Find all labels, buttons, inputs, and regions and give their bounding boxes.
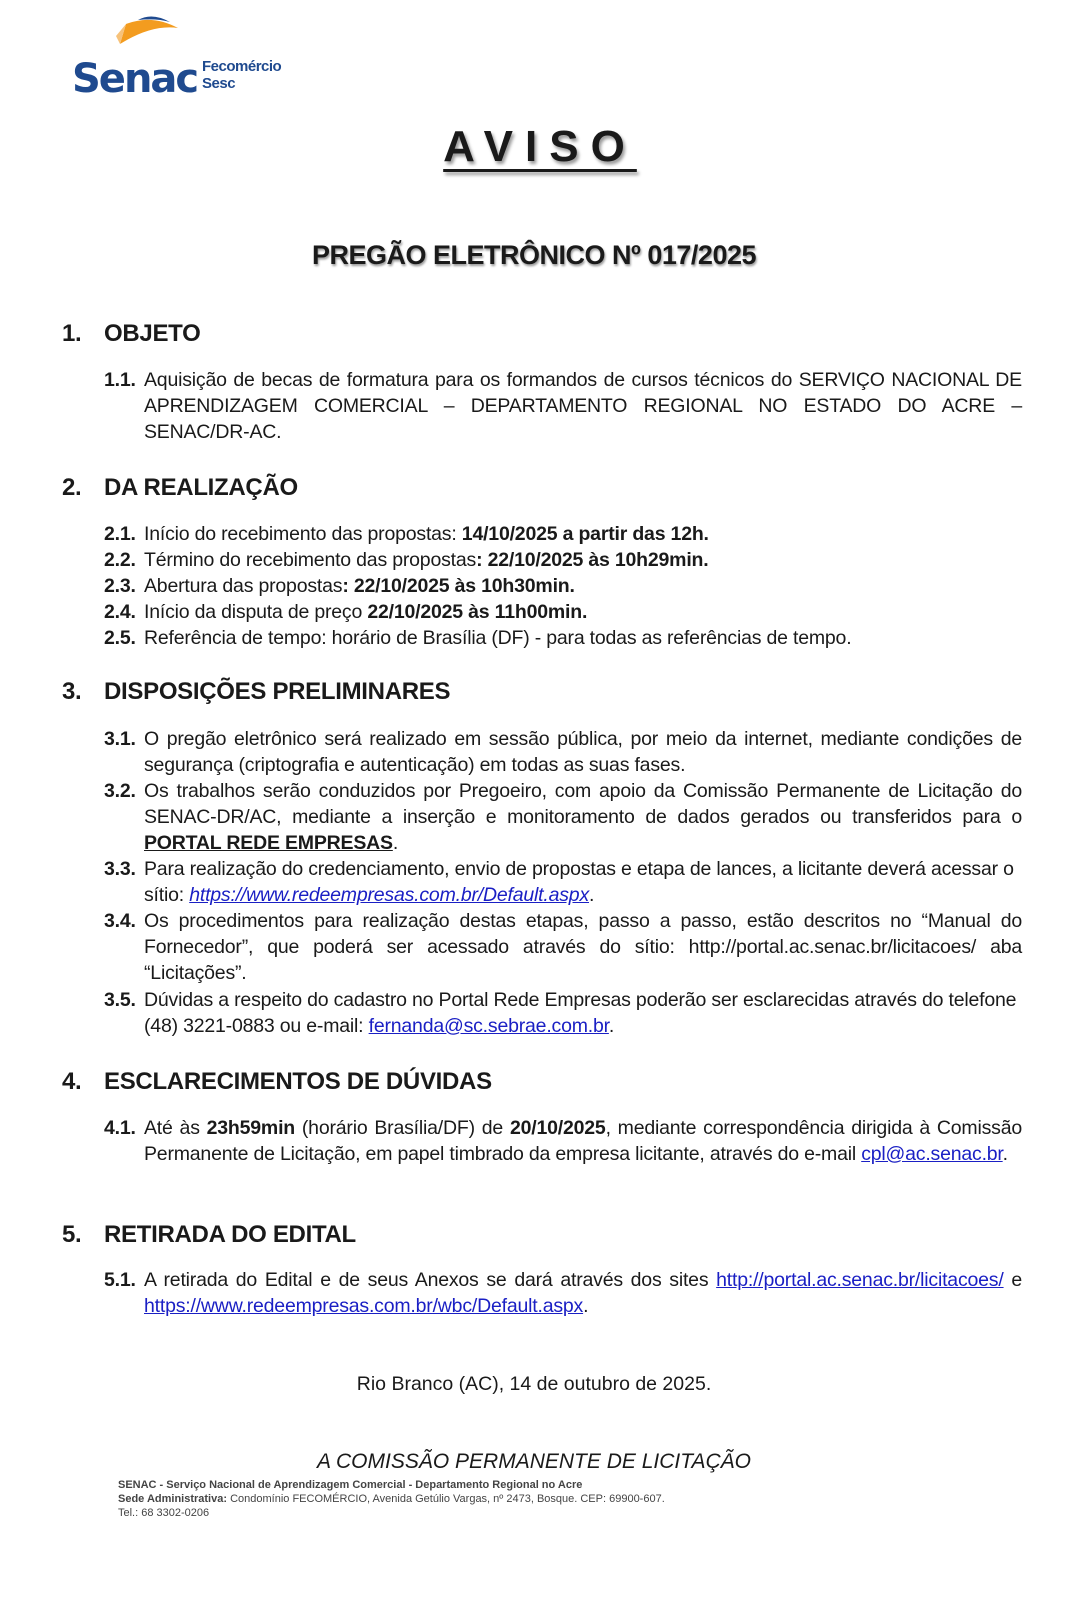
document-subtitle: PREGÃO ELETRÔNICO Nº 017/2025 <box>312 240 756 270</box>
item-5-1: 5.1. A retirada do Edital e de seus Anexos se dará através dos sites http://portal.ac.senac.br/licitacoes/ e https://www.redeempresas.com.br/wbc/Default.aspx. <box>104 1269 1022 1317</box>
item-3-4: 3.4. Os procedimentos para realização destas etapas, passo a passo, estão descritos no “Manual do Fornecedor”, que poderá ser acessado através do sítio: http://portal.ac.senac.br/licitacoes/ aba “Licitações”. <box>104 910 1022 984</box>
logo-subtext <box>202 58 281 92</box>
item-1-1: 1.1. Aquisição de becas de formatura para os formandos de cursos técnicos do SERVIÇO NACIONAL DE APRENDIZAGEM COMERCIAL – DEPARTAMENTO REGIONAL NO ESTADO DO ACRE – SENAC/DR-AC. <box>104 369 1022 443</box>
item-2-3: 2.3. Abertura das propostas: 22/10/2025 às 10h30min. <box>104 575 575 597</box>
fernanda-email-link[interactable]: fernanda@sc.sebrae.com.br <box>368 1015 609 1037</box>
document-title: AVISO <box>443 122 637 171</box>
signature: A COMISSÃO PERMANENTE DE LICITAÇÃO <box>316 1450 752 1473</box>
item-2-5: 2.5. Referência de tempo: horário de Brasília (DF) - para todas as referências de tempo. <box>104 627 852 649</box>
item-3-2: 3.2. Os trabalhos serão conduzidos por Pregoeiro, com apoio da Comissão Permanente de Licitação do SENAC-DR/AC, mediante a inserção e monitoramento de dados gerados ou transferidos para o PORTAL REDE EMPRESAS. <box>104 780 1022 854</box>
item-3-3: 3.3. Para realização do credenciamento, envio de propostas e etapa de lances, a licitante deverá acessar o sítio: https://www.redeempresas.com.br/Default.aspx. <box>104 858 1014 906</box>
section-heading-esclarecimentos: 4. ESCLARECIMENTOS DE DÚVIDAS <box>62 1068 492 1095</box>
logo-sub-fecomercio: Fecomércio <box>202 58 282 75</box>
logo-swoosh-icon <box>112 14 182 60</box>
footer-address: Condomínio FECOMÉRCIO, Avenida Getúlio Vargas, nº 2473, Bosque. CEP: 69900-607. <box>227 1493 665 1505</box>
cpl-email-link[interactable]: cpl@ac.senac.br <box>861 1143 1003 1165</box>
footer: SENAC - Serviço Nacional de Aprendizagem Comercial - Departamento Regional no Acre Sede Administrativa: Condomínio FECOMÉRCIO, Avenida Getúlio Vargas, nº 2473, Bosque. CEP: 69900-607. Tel.: 68 3302-0206 <box>118 1479 665 1519</box>
section-heading-retirada: 5. RETIRADA DO EDITAL <box>62 1221 356 1248</box>
item-2-1: 2.1. Início do recebimento das propostas: 14/10/2025 a partir das 12h. <box>104 523 709 545</box>
senac-logo <box>72 14 302 102</box>
section-heading-objeto: 1. OBJETO <box>62 320 201 347</box>
logo-sub-sesc: Sesc <box>202 75 236 92</box>
item-3-5: 3.5. Dúvidas a respeito do cadastro no Portal Rede Empresas poderão ser esclarecidas através do telefone (48) 3221-0883 ou e-mail: fernanda@sc.sebrae.com.br. <box>104 989 1017 1037</box>
place-date: Rio Branco (AC), 14 de outubro de 2025. <box>356 1373 712 1395</box>
item-2-2: 2.2. Término do recebimento das propostas: 22/10/2025 às 10h29min. <box>104 549 709 571</box>
portal-rede-empresas: PORTAL REDE EMPRESAS <box>144 832 393 854</box>
item-3-1: 3.1. O pregão eletrônico será realizado em sessão pública, por meio da internet, mediante condições de segurança (criptografia e autenticação) em todas as suas fases. <box>104 728 1022 776</box>
redeempresas-link[interactable]: https://www.redeempresas.com.br/Default.aspx <box>189 884 589 906</box>
item-4-1: 4.1. Até às 23h59min (horário Brasília/DF) de 20/10/2025, mediante correspondência dirigida à Comissão Permanente de Licitação, em papel timbrado da empresa licitante, através do e-mail cpl@ac.senac.br. <box>104 1117 1022 1165</box>
redeempresas-wbc-link[interactable]: https://www.redeempresas.com.br/wbc/Default.aspx <box>144 1295 584 1317</box>
section-heading-realizacao: 2. DA REALIZAÇÃO <box>62 474 298 501</box>
footer-org-name: SENAC - Serviço Nacional de Aprendizagem Comercial - Departamento Regional no Acre <box>118 1479 583 1491</box>
item-2-4: 2.4. Início da disputa de preço 22/10/2025 às 11h00min. <box>104 601 588 623</box>
portal-licitacoes-link[interactable]: http://portal.ac.senac.br/licitacoes/ <box>716 1269 1004 1291</box>
footer-phone: Tel.: 68 3302-0206 <box>118 1507 210 1519</box>
logo-brand-text: Senac <box>72 56 198 102</box>
section-heading-disposicoes: 3. DISPOSIÇÕES PRELIMINARES <box>62 678 451 705</box>
